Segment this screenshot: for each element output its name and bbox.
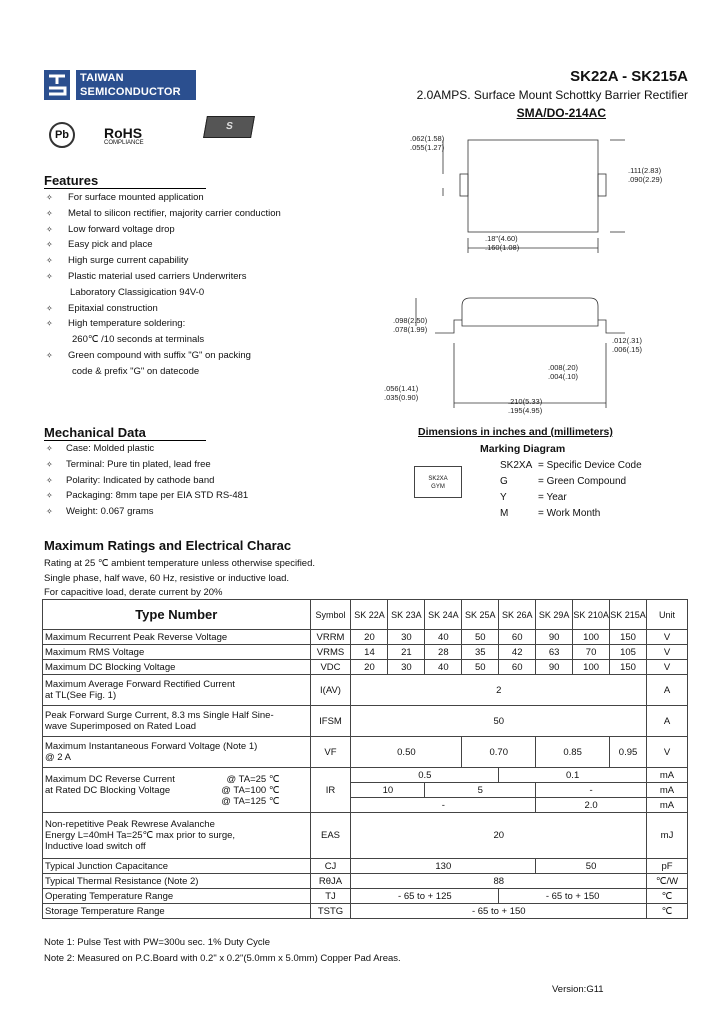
company-logo-icon <box>44 70 70 100</box>
list-item: ✧ Case: Molded plastic <box>44 441 374 457</box>
table-header-row: Type Number Symbol SK 22A SK 23A SK 24A SK 25A SK 26A SK 29A SK 210A SK 215A Unit <box>43 600 688 630</box>
dim-label: .008(.20) .004(.10) <box>548 363 579 381</box>
table-row: Maximum RMS Voltage VRMS 14 21 28 35 42 63 70 105 V <box>43 645 688 660</box>
table-row: Maximum Instantaneous Forward Voltage (Note 1) @ 2 A VF 0.50 0.70 0.85 0.95 V <box>43 737 688 768</box>
company-name: TAIWAN SEMICONDUCTOR <box>76 70 196 100</box>
footnote-2: Note 2: Measured on P.C.Board with 0.2" x 0.2"(5.0mm x 5.0mm) Copper Pad Areas. <box>44 953 401 964</box>
list-item: ✧ Green compound with suffix "G" on packing <box>44 348 374 364</box>
marking-diagram-box: SK2XA GYM <box>414 466 462 498</box>
version-label: Version:G11 <box>552 984 604 995</box>
list-item: ✧ Terminal: Pure tin plated, lead free <box>44 457 374 473</box>
product-subtitle: 2.0AMPS. Surface Mount Schottky Barrier Rectifier <box>416 88 688 102</box>
ratings-table <box>42 599 688 919</box>
table-row: Peak Forward Surge Current, 8.3 ms Single Half Sine- wave Superimposed on Rated Load IFSM 50 A <box>43 706 688 737</box>
table-row: Maximum Recurrent Peak Reverse Voltage VRRM 20 30 40 50 60 90 100 150 V <box>43 630 688 645</box>
ratings-notes: Rating at 25 ℃ ambient temperature unless otherwise specified. Single phase, half wave, 60 Hz, resistive or inductive load. For capacitive load, derate current by 20% <box>44 558 316 598</box>
list-item: ✧ Plastic material used carriers Underwriters <box>44 269 374 285</box>
dim-label: .18"(4.60) .160(1.08) <box>485 234 520 252</box>
table-row: - 2.0 mA <box>43 798 688 813</box>
footnote-1: Note 1: Pulse Test with PW=300u sec. 1% Duty Cycle <box>44 937 271 948</box>
dim-label: .012(.31) .006(.15) <box>612 336 643 354</box>
list-item: ✧ Metal to silicon rectifier, majority carrier conduction <box>44 206 374 222</box>
features-list <box>44 190 374 380</box>
table-row: Non-repetitive Peak Rewrese Avalanche Energy L=40mH Ta=25℃ max prior to surge, Inductive load switch off EAS 20 mJ <box>43 813 688 859</box>
list-item: 260℃ /10 seconds at terminals <box>72 334 205 346</box>
marking-heading: Marking Diagram <box>480 443 566 455</box>
list-item: code & prefix "G" on datecode <box>72 365 200 377</box>
list-item: Laboratory Classigication 94V-0 <box>70 286 205 298</box>
dim-label: .210(5.33) .195(4.95) <box>508 397 543 415</box>
marking-legend: SK2XA = Specific Device Code G = Green Compound Y = Year M = Work Month <box>500 460 642 519</box>
ratings-heading: Maximum Ratings and Electrical Charac <box>44 538 292 553</box>
dim-label: .062(1.58) .055(1.27) <box>410 134 445 152</box>
dim-label: .098(2.50) .078(1.99) <box>393 316 428 334</box>
list-item: ✧ Weight: 0.067 grams <box>44 504 374 520</box>
component-photo <box>203 116 255 138</box>
list-item: ✧ Epitaxial construction <box>44 301 374 317</box>
list-item: ✧ Easy pick and place <box>44 237 374 253</box>
mechanical-list <box>44 441 374 520</box>
table-row: Typical Junction Capacitance CJ 130 50 pF <box>43 859 688 874</box>
lead-free-badge: Pb <box>49 122 75 148</box>
list-item: ✧ Polarity: Indicated by cathode band <box>44 473 374 489</box>
part-range-title: SK22A - SK215A <box>570 68 688 85</box>
list-item: ✧ High temperature soldering: <box>44 316 374 332</box>
table-row: Storage Temperature Range TSTG - 65 to + 150 ℃ <box>43 904 688 919</box>
table-row: Maximum DC Blocking Voltage VDC 20 30 40 50 60 90 100 150 V <box>43 660 688 675</box>
table-row: Operating Temperature Range TJ - 65 to + 125 - 65 to + 150 ℃ <box>43 889 688 904</box>
list-item: ✧ Packaging: 8mm tape per EIA STD RS-481 <box>44 488 374 504</box>
chip-mark: S <box>225 121 234 132</box>
features-heading: Features <box>44 173 206 189</box>
rohs-badge: RoHS <box>104 125 143 141</box>
dimensions-caption: Dimensions in inches and (millimeters) <box>418 426 613 438</box>
dim-label: .111(2.83) .090(2.29) <box>628 166 663 184</box>
table-row: Maximum Average Forward Rectified Current at TL(See Fig. 1) I(AV) 2 A <box>43 675 688 706</box>
table-row: 10 5 - mA <box>43 783 688 798</box>
mechanical-heading: Mechanical Data <box>44 425 206 441</box>
rohs-compliance-label: COMPLIANCE <box>104 140 144 146</box>
list-item: ✧ High surge current capability <box>44 253 374 269</box>
package-name: SMA/DO-214AC <box>516 106 606 120</box>
dim-label: .056(1.41) .035(0.90) <box>384 384 419 402</box>
list-item: ✧ Low forward voltage drop <box>44 222 374 238</box>
table-row: Typical Thermal Resistance (Note 2) RθJA 88 ℃/W <box>43 874 688 889</box>
table-row: Maximum DC Reverse Current @ TA=25 ℃ at Rated DC Blocking Voltage @ TA=100 ℃ @ TA=125 ℃ IR 0.5 0.1 mA <box>43 768 688 783</box>
list-item: ✧ For surface mounted application <box>44 190 374 206</box>
